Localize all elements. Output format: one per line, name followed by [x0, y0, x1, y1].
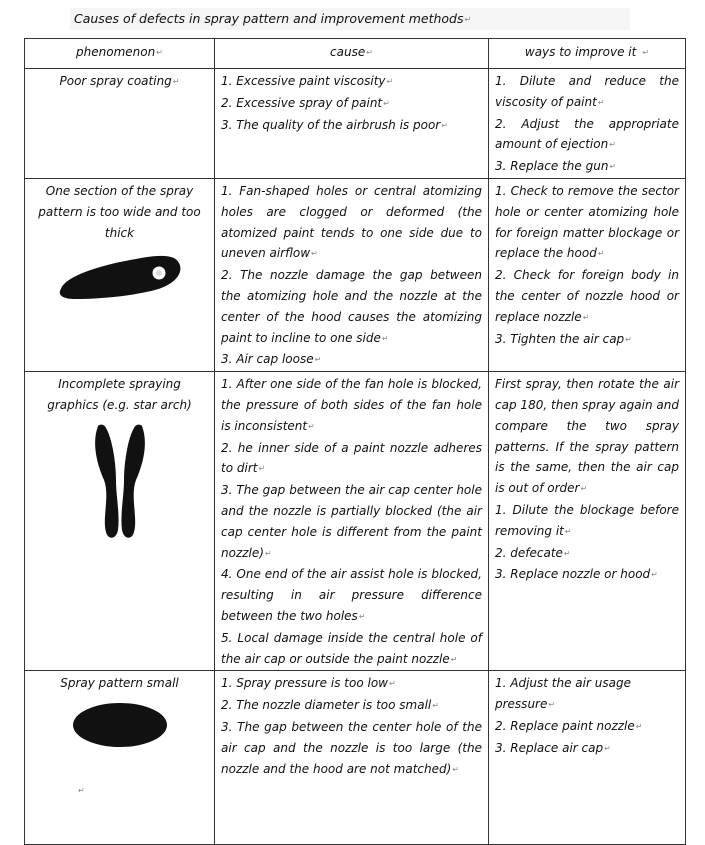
cause-cell: 1. Fan-shaped holes or central atomizing holes are clogged or deformed (the atomized paint tends to one side due to uneven airflow↵ 2. The nozzle damage the gap between the atomizing hole and the nozzle at the center of the hood causes the atomizing paint to incline to one side↵ 3. Air cap loose↵ [215, 178, 489, 371]
split-spray-pattern-icon [90, 422, 150, 542]
header-cause: cause↵ [215, 39, 489, 69]
cause-cell: 1. Excessive paint viscosity↵ 2. Excessive spray of paint↵ 3. The quality of the airbrush is poor↵ [215, 69, 489, 179]
table-row [25, 372, 686, 671]
improve-cell: 1. Adjust the air usage pressure↵ 2. Replace paint nozzle↵ 3. Replace air cap↵ [489, 671, 686, 845]
table-row [25, 69, 686, 179]
cause-cell: 1. After one side of the fan hole is blocked, the pressure of both sides of the fan hole is inconsistent↵ 2. he inner side of a paint nozzle adheres to dirt↵ 3. The gap between the air cap center hole and the nozzle is partially blocked (the air cap center hole is different from the paint nozzle)↵ 4. One end of the air assist hole is blocked, resulting in air pressure difference between the two holes↵ 5. Local damage inside the central hole of the air cap or outside the paint nozzle↵ [215, 372, 489, 671]
improve-cell: 1. Dilute and reduce the viscosity of paint↵ 2. Adjust the appropriate amount of ejection↵ 3. Replace the gun↵ [489, 69, 686, 179]
split-spray-pattern-image [31, 422, 208, 549]
table-row [25, 178, 686, 371]
improve-cell: First spray, then rotate the air cap 180, then spray again and compare the two spray patterns. If the spray pattern is the same, then the air cap is out of order↵ 1. Dilute the blockage before removing it↵ 2. defecate↵ 3. Replace nozzle or hood↵ [489, 372, 686, 671]
header-improve: ways to improve it ↵ [489, 39, 686, 69]
small-spray-pattern-image [31, 700, 208, 757]
cause-cell: 1. Spray pressure is too low↵ 2. The nozzle diameter is too small↵ 3. The gap between the center hole of the air cap and the nozzle is too large (the nozzle and the hood are not matched)↵ [215, 671, 489, 845]
header-phenomenon: phenomenon↵ [25, 39, 215, 69]
phenomenon-cell: Incomplete spraying graphics (e.g. star arch) [25, 372, 215, 671]
table-header-row [25, 39, 686, 69]
table-row [25, 671, 686, 845]
improve-cell: 1. Check to remove the sector hole or center atomizing hole for foreign matter blockage or replace the hood↵ 2. Check for foreign body in the center of nozzle hood or replace nozzle↵ 3. Tighten the air cap↵ [489, 178, 686, 371]
document-title: Causes of defects in spray pattern and improvement methods↵ [70, 8, 630, 30]
phenomenon-cell: One section of the spray pattern is too wide and too thick [25, 178, 215, 371]
paragraph-mark: ↵ [78, 786, 85, 795]
small-spray-pattern-icon [70, 700, 170, 750]
phenomenon-cell: Spray pattern small [25, 671, 215, 845]
wide-spray-pattern-icon [55, 249, 185, 301]
wide-spray-pattern-image [31, 249, 208, 308]
defects-table [24, 38, 686, 845]
phenomenon-cell: Poor spray coating↵ [25, 69, 215, 179]
